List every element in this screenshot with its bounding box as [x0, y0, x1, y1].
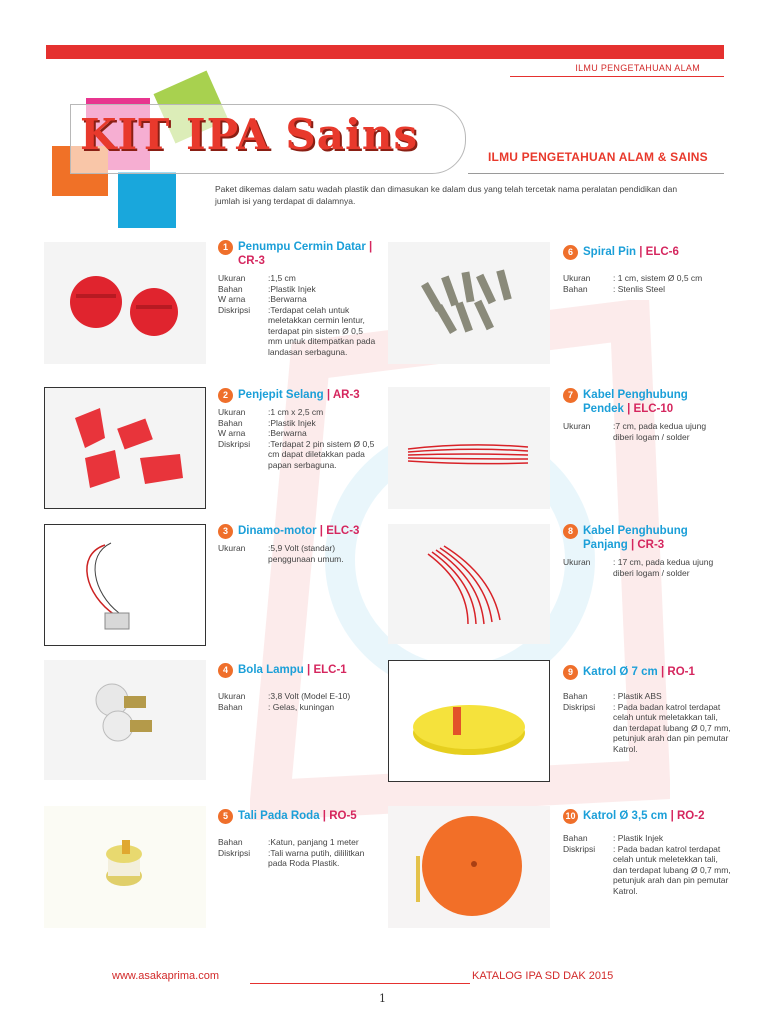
photo-dinamo-motor	[44, 524, 206, 646]
item-code: AR-3	[332, 389, 360, 401]
item-specs: Ukuran :1 cm x 2,5 cm Bahan :Plastik Injek W arna :Berwarna Diskripsi :Terdapat 2 pin sistem Ø 0,5 cm dapat diletakkan pada papan serbaguna.	[218, 407, 375, 470]
item-heading: 4 Bola Lampu | ELC-1	[218, 663, 383, 677]
decor-square-blue	[118, 172, 176, 228]
page-number: 1	[379, 992, 386, 1005]
footer-rule	[250, 983, 470, 984]
item-heading: 10 Katrol Ø 3,5 cm | RO-2	[563, 809, 733, 823]
item-heading: 9 Katrol Ø 7 cm | RO-1	[563, 665, 733, 679]
photo-kabel-penghubung-panjang	[388, 524, 550, 644]
item-8	[563, 524, 733, 578]
photo-spiral-pin	[388, 242, 550, 364]
item-5	[218, 809, 383, 869]
item-code: RO-2	[677, 810, 705, 822]
item-specs: Bahan :Katun, panjang 1 meter Diskripsi :Tali warna putih, dililitkan pada Roda Plastik.	[218, 837, 365, 868]
page-title: KIT IPA Sains	[80, 110, 419, 159]
item-specs: Ukuran :7 cm, pada kedua ujung diberi logam / solder	[563, 421, 707, 442]
item-1	[218, 240, 378, 357]
item-code: RO-5	[329, 810, 357, 822]
item-9	[563, 665, 733, 754]
item-heading: 1 Penumpu Cermin Datar | CR-3	[218, 240, 378, 268]
intro-paragraph: Paket dikemas dalam satu wadah plastik dan dimasukan ke dalam dus yang telah tercetak nama peralatan pendidikan dan jumlah isi yang terdapat di dalamnya.	[215, 184, 678, 206]
section-label: ILMU PENGETAHUAN ALAM	[575, 63, 700, 73]
item-name: Penjepit Selang	[238, 389, 324, 401]
item-specs: Ukuran :3,8 Volt (Model E-10) Bahan : Gelas, kuningan	[218, 691, 351, 712]
pulley-yellow-icon	[389, 661, 549, 781]
item-specs: Bahan : Plastik ABS Diskripsi : Pada badan katrol terdapat celah untuk meletakkan tali, dan terdapat lubang Ø 0,7 mm, petunjuk arah dan pin pemutar Katrol.	[563, 691, 731, 754]
red-clip-icon	[45, 388, 205, 508]
item-code: CR-3	[637, 539, 665, 551]
item-name: Tali Pada Roda	[238, 810, 320, 822]
item-heading: 5 Tali Pada Roda | RO-5	[218, 809, 383, 823]
item-4	[218, 663, 383, 712]
motor-icon	[45, 525, 205, 645]
item-6	[563, 245, 733, 294]
item-code: ELC-3	[326, 525, 360, 537]
item-name: Katrol Ø 7 cm	[583, 666, 658, 678]
item-name: Penumpu Cermin Datar	[238, 241, 366, 253]
item-number: 1	[218, 240, 233, 255]
photo-tali-pada-roda	[44, 806, 206, 928]
pulley-orange-icon	[388, 806, 550, 928]
item-10	[563, 809, 733, 896]
item-specs: Ukuran : 17 cm, pada kedua ujung diberi logam / solder	[563, 557, 714, 578]
item-heading: 8 Kabel Penghubung Panjang | CR-3	[563, 524, 733, 552]
item-specs: Ukuran : 1 cm, sistem Ø 0,5 cm Bahan : Stenlis Steel	[563, 273, 703, 294]
item-code: CR-3	[238, 255, 265, 267]
photo-katrol-7cm	[388, 660, 550, 782]
item-name: Dinamo-motor	[238, 525, 317, 537]
page-subtitle: ILMU PENGETAHUAN ALAM & SAINS	[488, 150, 708, 164]
item-name: Katrol Ø 3,5 cm	[583, 810, 668, 822]
red-disc-icon	[44, 242, 206, 364]
item-heading: 3 Dinamo-motor | ELC-3	[218, 524, 378, 538]
footer-catalog: KATALOG IPA SD DAK 2015	[472, 970, 614, 982]
item-code: ELC-10	[633, 403, 674, 415]
item-name: Kabel Penghubung Pendek	[583, 389, 688, 415]
section-rule	[510, 76, 724, 77]
header-rule	[468, 173, 724, 174]
short-cable-icon	[388, 387, 550, 509]
photo-penjepit-selang	[44, 387, 206, 509]
item-code: ELC-6	[645, 246, 679, 258]
item-name: Spiral Pin	[583, 246, 637, 258]
item-heading: 2 Penjepit Selang | AR-3	[218, 388, 378, 402]
top-color-bar	[46, 45, 724, 59]
bulb-icon	[44, 660, 206, 780]
item-specs: Bahan : Plastik Injek Diskripsi : Pada badan katrol terdapat celah untuk meletekkan tali, dan terdapat lubang Ø 0,7 mm, petunjuk arah dan pin pemutar Katrol.	[563, 833, 731, 896]
item-heading: 7 Kabel Penghubung Pendek | ELC-10	[563, 388, 728, 416]
photo-bola-lampu	[44, 660, 206, 780]
item-3	[218, 524, 378, 564]
item-code: ELC-1	[313, 664, 347, 676]
item-name: Bola Lampu	[238, 664, 304, 676]
item-specs: Ukuran :5,9 Volt (standar) penggunaan umum.	[218, 543, 344, 564]
photo-penumpu-cermin-datar	[44, 242, 206, 364]
item-heading: 6 Spiral Pin | ELC-6	[563, 245, 733, 259]
item-name: Kabel Penghubung Panjang	[583, 525, 688, 551]
photo-kabel-penghubung-pendek	[388, 387, 550, 509]
item-specs: Ukuran :1,5 cm Bahan :Plastik Injek W arna :Berwarna Diskripsi :Terdapat celah untuk meletakkan cermin lentur, terdapat pin sistem Ø 0,5 mm untuk ditempatkan pada landasan serbaguna.	[218, 273, 376, 357]
spring-icon	[388, 242, 550, 364]
photo-katrol-3-5cm	[388, 806, 550, 928]
item-code: RO-1	[667, 666, 695, 678]
item-7	[563, 388, 728, 442]
long-cable-icon	[388, 524, 550, 644]
spool-icon	[44, 806, 206, 928]
item-2	[218, 388, 378, 470]
footer-website[interactable]: www.asakaprima.com	[112, 970, 219, 982]
